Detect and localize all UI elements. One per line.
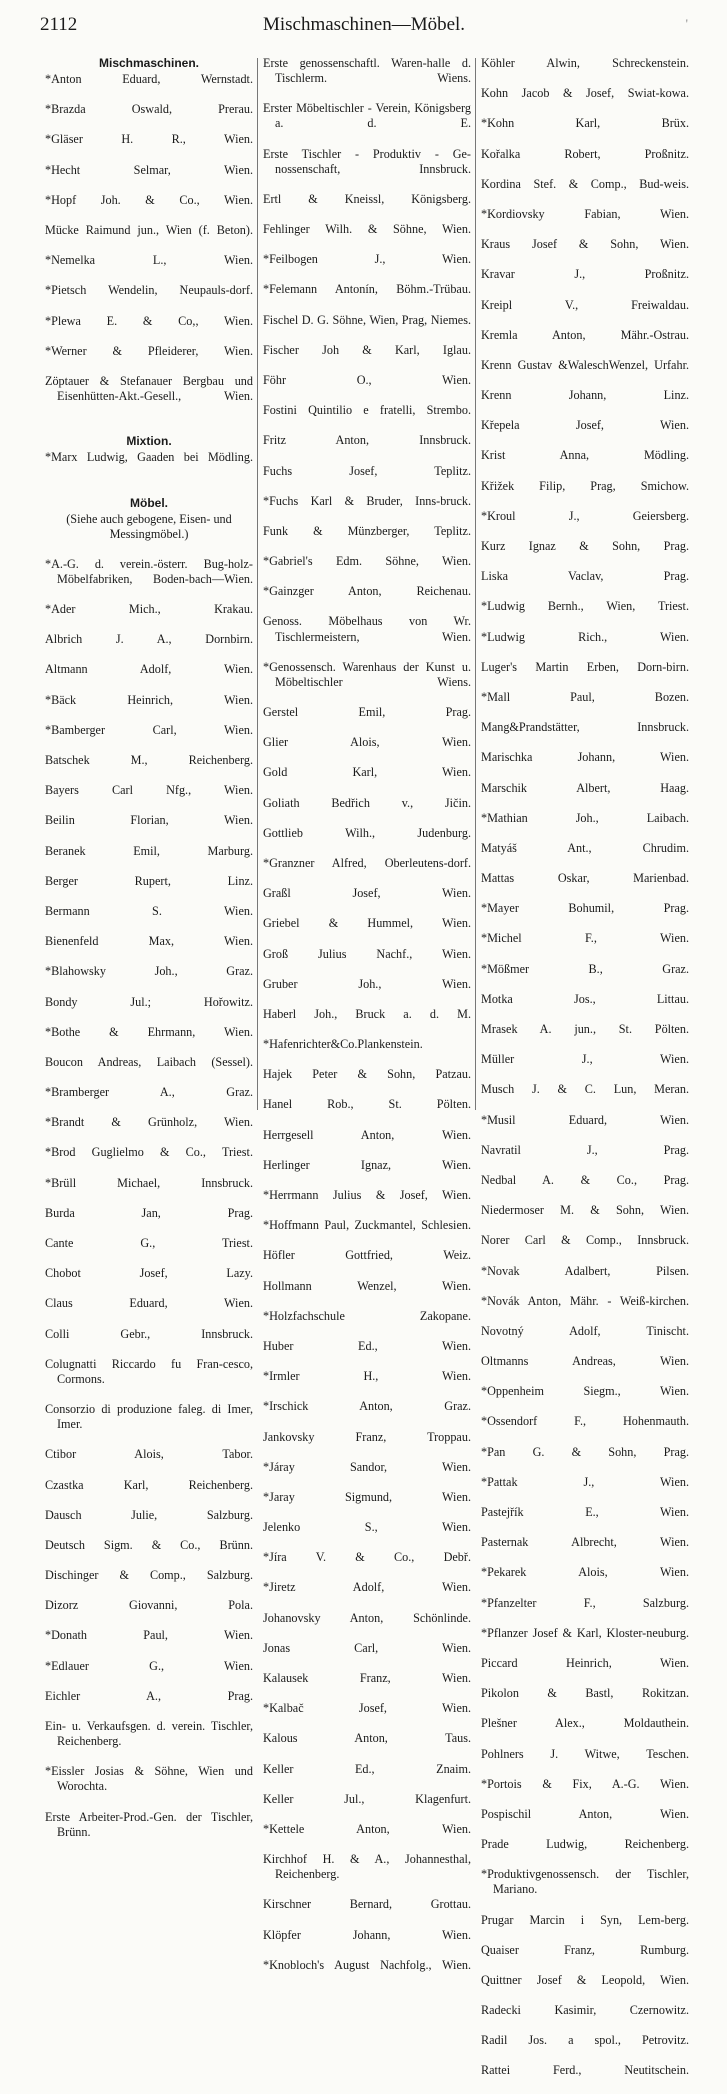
directory-entry: Fischer Joh & Karl, Iglau. bbox=[263, 342, 471, 357]
directory-entry: Griebel & Hummel, Wien. bbox=[263, 916, 471, 931]
directory-entry: Radil Jos. a spol., Petrovitz. bbox=[481, 2033, 689, 2048]
directory-entry: *Knobloch's August Nachfolg., Wien. bbox=[263, 1957, 471, 1972]
directory-entry: Gottlieb Wilh., Judenburg. bbox=[263, 825, 471, 840]
directory-entry: *Musil Eduard, Wien. bbox=[481, 1112, 689, 1127]
directory-entry: Jonas Carl, Wien. bbox=[263, 1640, 471, 1655]
directory-entry: Fritz Anton, Innsbruck. bbox=[263, 433, 471, 448]
directory-entry: Boucon Andreas, Laibach (Sessel). bbox=[45, 1054, 253, 1069]
directory-entry: Novotný Adolf, Tinischt. bbox=[481, 1323, 689, 1338]
directory-entry: Cante G., Triest. bbox=[45, 1236, 253, 1251]
directory-entry: *Genossensch. Warenhaus der Kunst u. Möbeltischler Wiens. bbox=[263, 659, 471, 689]
directory-entry: Navratil J., Prag. bbox=[481, 1142, 689, 1157]
directory-entry: *Werner & Pfleiderer, Wien. bbox=[45, 343, 253, 358]
directory-entry: Huber Ed., Wien. bbox=[263, 1338, 471, 1353]
directory-entry: Luger's Martin Erben, Dorn-birn. bbox=[481, 659, 689, 674]
directory-entry: Föhr O., Wien. bbox=[263, 372, 471, 387]
directory-entry: Kirchhof H. & A., Johannesthal, Reichenberg. bbox=[263, 1852, 471, 1882]
directory-entry: *Kettele Anton, Wien. bbox=[263, 1821, 471, 1836]
directory-entry: *Edlauer G., Wien. bbox=[45, 1658, 253, 1673]
section-heading: Mixtion. bbox=[126, 434, 172, 449]
directory-entry: Plešner Alex., Moldauthein. bbox=[481, 1716, 689, 1731]
directory-entry: Herlinger Ignaz, Wien. bbox=[263, 1157, 471, 1172]
directory-entry: *Pan G. & Sohn, Prag. bbox=[481, 1444, 689, 1459]
directory-entry: Quaiser Franz, Rumburg. bbox=[481, 1942, 689, 1957]
directory-entry: Consorzio di produzione faleg. di Imer, Imer. bbox=[45, 1402, 253, 1432]
directory-entry: *Gläser H. R., Wien. bbox=[45, 132, 253, 147]
directory-entry: *Ludwig Rich., Wien. bbox=[481, 629, 689, 644]
directory-entry: Batschek M., Reichenberg. bbox=[45, 753, 253, 768]
directory-entry: Marischka Johann, Wien. bbox=[481, 750, 689, 765]
directory-entry: *Felemann Antonín, Böhm.-Trübau. bbox=[263, 282, 471, 297]
directory-entry: *Pietsch Wendelin, Neupauls-dorf. bbox=[45, 283, 253, 298]
directory-entry: Mang&Prandstätter, Innsbruck. bbox=[481, 720, 689, 735]
directory-entry: *Bramberger A., Graz. bbox=[45, 1085, 253, 1100]
directory-entry: Müller J., Wien. bbox=[481, 1052, 689, 1067]
directory-entry: Klöpfer Johann, Wien. bbox=[263, 1927, 471, 1942]
directory-entry: *Mayer Bohumil, Prag. bbox=[481, 901, 689, 916]
directory-entry: *Brazda Oswald, Prerau. bbox=[45, 102, 253, 117]
directory-entry: Köhler Alwin, Schreckenstein. bbox=[481, 56, 689, 70]
directory-entry: Herrgesell Anton, Wien. bbox=[263, 1127, 471, 1142]
directory-entry: Claus Eduard, Wien. bbox=[45, 1296, 253, 1311]
directory-entry: Eichler A., Prag. bbox=[45, 1688, 253, 1703]
directory-entry: Krenn Johann, Linz. bbox=[481, 388, 689, 403]
directory-entry: *Portois & Fix, A.-G. Wien. bbox=[481, 1776, 689, 1791]
directory-entry: Albrich J. A., Dornbirn. bbox=[45, 632, 253, 647]
directory-entry: *Oppenheim Siegm., Wien. bbox=[481, 1384, 689, 1399]
directory-entry: Ein- u. Verkaufsgen. d. verein. Tischler, Reichenberg. bbox=[45, 1719, 253, 1749]
directory-entry: Matyáš Ant., Chrudim. bbox=[481, 840, 689, 855]
directory-entry: Jelenko S., Wien. bbox=[263, 1520, 471, 1535]
directory-entry: Keller Ed., Znaim. bbox=[263, 1761, 471, 1776]
directory-entry: *Plewa E. & Co,, Wien. bbox=[45, 313, 253, 328]
directory-entry: Erste genossenschaftl. Waren-halle d. Tischlerm. Wiens. bbox=[263, 56, 471, 86]
directory-entry: Bondy Jul.; Hořowitz. bbox=[45, 994, 253, 1009]
section-gap bbox=[45, 481, 253, 496]
directory-entry: Gold Karl, Wien. bbox=[263, 765, 471, 780]
directory-entry: *Bothe & Ehrmann, Wien. bbox=[45, 1024, 253, 1039]
directory-entry: *Kalbač Josef, Wien. bbox=[263, 1701, 471, 1716]
section-gap bbox=[45, 419, 253, 434]
column-3 bbox=[481, 56, 689, 2094]
directory-entry: Genoss. Möbelhaus von Wr. Tischlermeistern, Wien. bbox=[263, 614, 471, 644]
directory-entry: Johanovsky Anton, Schönlinde. bbox=[263, 1610, 471, 1625]
directory-entry: Altmann Adolf, Wien. bbox=[45, 662, 253, 677]
directory-entry: Pasternak Albrecht, Wien. bbox=[481, 1535, 689, 1550]
directory-entry: *Ossendorf F., Hohenmauth. bbox=[481, 1414, 689, 1429]
directory-entry: Dausch Julie, Salzburg. bbox=[45, 1507, 253, 1522]
directory-entry: Gruber Joh., Wien. bbox=[263, 976, 471, 991]
directory-entry: Kraus Josef & Sohn, Wien. bbox=[481, 237, 689, 252]
directory-entry: Dischinger & Comp., Salzburg. bbox=[45, 1568, 253, 1583]
directory-entry: *Nemelka L., Wien. bbox=[45, 253, 253, 268]
directory-entry: Glier Alois, Wien. bbox=[263, 735, 471, 750]
directory-entry: Hanel Rob., St. Pölten. bbox=[263, 1097, 471, 1112]
directory-entry: Ertl & Kneissl, Königsberg. bbox=[263, 191, 471, 206]
directory-entry: *Marx Ludwig, Gaaden bei Mödling. bbox=[45, 450, 253, 465]
directory-entry: *Jiretz Adolf, Wien. bbox=[263, 1580, 471, 1595]
directory-entry: *Mößmer B., Graz. bbox=[481, 961, 689, 976]
directory-entry: *Mathian Joh., Laibach. bbox=[481, 810, 689, 825]
page-title: Mischmaschinen—Möbel. bbox=[262, 14, 466, 35]
directory-entry: Goliath Bedřich v., Jičin. bbox=[263, 795, 471, 810]
directory-entry: *Novak Adalbert, Pilsen. bbox=[481, 1263, 689, 1278]
directory-entry: Kohn Jacob & Josef, Swiat-kowa. bbox=[481, 86, 689, 101]
directory-entry: *Eissler Josias & Söhne, Wien und Worochta. bbox=[45, 1764, 253, 1794]
directory-entry: *Jaray Sigmund, Wien. bbox=[263, 1489, 471, 1504]
directory-entry: Erster Möbeltischler - Verein, Königsberg a. d. E. bbox=[263, 101, 471, 131]
directory-entry: *Blahowsky Joh., Graz. bbox=[45, 964, 253, 979]
directory-entry: Colugnatti Riccardo fu Fran-cesco, Cormons. bbox=[45, 1356, 253, 1386]
directory-entry: Berger Rupert, Linz. bbox=[45, 873, 253, 888]
directory-entry: Haberl Joh., Bruck a. d. M. bbox=[263, 1006, 471, 1021]
directory-entry: Kalous Anton, Taus. bbox=[263, 1731, 471, 1746]
directory-entry: *Brandt & Grünholz, Wien. bbox=[45, 1115, 253, 1130]
page-number: 2112 bbox=[40, 14, 78, 35]
column-2 bbox=[263, 56, 471, 1988]
directory-entry: *Anton Eduard, Wernstadt. bbox=[45, 72, 253, 87]
directory-entry: Bienenfeld Max, Wien. bbox=[45, 934, 253, 949]
directory-entry: Kořalka Robert, Proßnitz. bbox=[481, 146, 689, 161]
directory-entry: *Kordiovsky Fabian, Wien. bbox=[481, 206, 689, 221]
directory-entry: Czastka Karl, Reichenberg. bbox=[45, 1477, 253, 1492]
directory-entry: Erste Arbeiter-Prod.-Gen. der Tischler, Brünn. bbox=[45, 1809, 253, 1839]
directory-entry: *Hopf Joh. & Co., Wien. bbox=[45, 192, 253, 207]
directory-entry: *Ader Mich., Krakau. bbox=[45, 602, 253, 617]
directory-entry: *Herrmann Julius & Josef, Wien. bbox=[263, 1188, 471, 1203]
directory-entry: Zöptauer & Stefanauer Bergbau und Eisenhütten-Akt.-Gesell., Wien. bbox=[45, 373, 253, 404]
directory-entry: Pikolon & Bastl, Rokitzan. bbox=[481, 1686, 689, 1701]
directory-entry: *Irmler H., Wien. bbox=[263, 1369, 471, 1384]
directory-entry: *Donath Paul, Wien. bbox=[45, 1628, 253, 1643]
directory-entry: Beranek Emil, Marburg. bbox=[45, 843, 253, 858]
directory-entry: Quittner Josef & Leopold, Wien. bbox=[481, 1972, 689, 1987]
directory-entry: *Kroul J., Geiersberg. bbox=[481, 508, 689, 523]
directory-entry: *A.-G. d. verein.-österr. Bug-holz-Möbelfabriken, Boden-bach—Wien. bbox=[45, 556, 253, 586]
directory-entry: Krist Anna, Mödling. bbox=[481, 448, 689, 463]
directory-entry: *Brüll Michael, Innsbruck. bbox=[45, 1175, 253, 1190]
directory-entry: Jankovsky Franz, Troppau. bbox=[263, 1429, 471, 1444]
section-heading: Mischmaschinen. bbox=[98, 56, 200, 70]
directory-entry: Nedbal A. & Co., Prag. bbox=[481, 1172, 689, 1187]
directory-entry: *Kohn Karl, Brüx. bbox=[481, 116, 689, 131]
directory-entry: *Brod Guglielmo & Co., Triest. bbox=[45, 1145, 253, 1160]
directory-entry: Kordina Stef. & Comp., Bud-weis. bbox=[481, 176, 689, 191]
directory-entry: *Holzfachschule Zakopane. bbox=[263, 1308, 471, 1323]
directory-entry: *Gainzger Anton, Reichenau. bbox=[263, 584, 471, 599]
directory-entry: Marschik Albert, Haag. bbox=[481, 780, 689, 795]
directory-entry: *Járay Sandor, Wien. bbox=[263, 1459, 471, 1474]
directory-entry: Radecki Kasimir, Czernowitz. bbox=[481, 2003, 689, 2018]
directory-entry: *Granzner Alfred, Oberleutens-dorf. bbox=[263, 855, 471, 870]
directory-entry: *Produktivgenossensch. der Tischler, Mariano. bbox=[481, 1867, 689, 1897]
directory-entry: *Hafenrichter&Co.Plankenstein. bbox=[263, 1037, 423, 1052]
directory-entry: Fischel D. G. Söhne, Wien, Prag, Niemes. bbox=[263, 312, 471, 327]
directory-entry: Musch J. & C. Lun, Meran. bbox=[481, 1082, 689, 1097]
directory-entry: Gerstel Emil, Prag. bbox=[263, 705, 471, 720]
directory-entry: Pastejřík E., Wien. bbox=[481, 1505, 689, 1519]
directory-entry: *Pflanzer Josef & Karl, Kloster-neuburg. bbox=[481, 1625, 689, 1640]
directory-entry: Kirschner Bernard, Grottau. bbox=[263, 1897, 471, 1912]
directory-entry: Kravar J., Proßnitz. bbox=[481, 267, 689, 282]
directory-entry: Prugar Marcin i Syn, Lem-berg. bbox=[481, 1912, 689, 1927]
directory-entry: Liska Vaclav, Prag. bbox=[481, 569, 689, 584]
directory-entry: Kremla Anton, Mähr.-Ostrau. bbox=[481, 327, 689, 342]
directory-entry: Niedermoser M. & Sohn, Wien. bbox=[481, 1203, 689, 1218]
directory-entry: Deutsch Sigm. & Co., Brünn. bbox=[45, 1537, 253, 1552]
directory-entry: Höfler Gottfried, Weiz. bbox=[263, 1248, 471, 1263]
directory-entry: Norer Carl & Comp., Innsbruck. bbox=[481, 1233, 689, 1248]
directory-entry: *Gabriel's Edm. Söhne, Wien. bbox=[263, 554, 471, 569]
directory-entry: *Hecht Selmar, Wien. bbox=[45, 162, 253, 177]
directory-entry: *Fuchs Karl & Bruder, Inns-bruck. bbox=[263, 493, 471, 508]
directory-entry: *Feilbogen J., Wien. bbox=[263, 252, 471, 267]
directory-entry: Colli Gebr., Innsbruck. bbox=[45, 1326, 253, 1341]
directory-entry: Erste Tischler - Produktiv - Ge-nossenschaft, Innsbruck. bbox=[263, 146, 471, 176]
directory-entry: Burda Jan, Prag. bbox=[45, 1205, 253, 1220]
directory-entry: Graßl Josef, Wien. bbox=[263, 886, 471, 901]
directory-entry: Ctibor Alois, Tabor. bbox=[45, 1447, 253, 1462]
directory-entry: *Michel F., Wien. bbox=[481, 931, 689, 946]
column-1 bbox=[45, 56, 253, 1855]
directory-entry: *Pattak J., Wien. bbox=[481, 1474, 689, 1489]
directory-entry: Keller Jul., Klagenfurt. bbox=[263, 1791, 471, 1806]
column-divider bbox=[475, 58, 476, 1110]
directory-entry: *Irschick Anton, Graz. bbox=[263, 1399, 471, 1414]
directory-entry: *Mall Paul, Bozen. bbox=[481, 689, 689, 704]
directory-entry: Bermann S. Wien. bbox=[45, 903, 253, 918]
page-header bbox=[40, 14, 688, 42]
section-heading: Möbel. bbox=[130, 495, 168, 510]
directory-entry: *Pekarek Alois, Wien. bbox=[481, 1565, 689, 1580]
directory-entry: *Jíra V. & Co., Debř. bbox=[263, 1550, 471, 1565]
directory-entry: Kreipl V., Freiwaldau. bbox=[481, 297, 689, 312]
section-gap bbox=[45, 542, 253, 557]
directory-entry: Krenn Gustav &WaleschWenzel, Urfahr. bbox=[481, 357, 689, 372]
directory-entry: Rattei Ferd., Neutitschein. bbox=[481, 2063, 689, 2078]
directory-entry: Kurz Ignaz & Sohn, Prag. bbox=[481, 539, 689, 553]
directory-entry: *Bäck Heinrich, Wien. bbox=[45, 692, 253, 707]
directory-entry: Motka Jos., Littau. bbox=[481, 991, 689, 1006]
directory-entry: Dizorz Giovanni, Pola. bbox=[45, 1598, 253, 1613]
directory-entry: Beilin Florian, Wien. bbox=[45, 813, 253, 828]
section-note: (Siehe auch gebogene, Eisen- und Messingmöbel.) bbox=[66, 511, 232, 541]
directory-entry: Křižek Filip, Prag, Smichow. bbox=[481, 478, 689, 493]
directory-entry: *Novák Anton, Mähr. - Weiß-kirchen. bbox=[481, 1293, 689, 1308]
directory-entry: Mattas Oskar, Marienbad. bbox=[481, 871, 689, 886]
directory-entry: Fostini Quintilio e fratelli, Strembo. bbox=[263, 403, 471, 418]
directory-entry: Prade Ludwig, Reichenberg. bbox=[481, 1837, 689, 1852]
directory-entry: Bayers Carl Nfg., Wien. bbox=[45, 783, 253, 798]
directory-entry: *Bamberger Carl, Wien. bbox=[45, 722, 253, 737]
directory-entry: Fehlinger Wilh. & Söhne, Wien. bbox=[263, 222, 471, 237]
column-divider bbox=[257, 58, 258, 1110]
directory-entry: Pospischil Anton, Wien. bbox=[481, 1806, 689, 1821]
directory-entry: Pohlners J. Witwe, Teschen. bbox=[481, 1746, 689, 1761]
directory-entry: Fuchs Josef, Teplitz. bbox=[263, 463, 471, 478]
margin-mark: ' bbox=[685, 16, 688, 31]
directory-entry: Funk & Münzberger, Teplitz. bbox=[263, 523, 471, 538]
directory-entry: *Pfanzelter F., Salzburg. bbox=[481, 1595, 689, 1610]
directory-entry: *Ludwig Bernh., Wien, Triest. bbox=[481, 599, 689, 614]
directory-entry: Mrasek A. jun., St. Pölten. bbox=[481, 1022, 689, 1036]
directory-entry: Hollmann Wenzel, Wien. bbox=[263, 1278, 471, 1293]
directory-entry: Piccard Heinrich, Wien. bbox=[481, 1655, 689, 1670]
directory-entry: Mücke Raimund jun., Wien (f. Beton). bbox=[45, 223, 253, 238]
directory-entry: Chobot Josef, Lazy. bbox=[45, 1266, 253, 1281]
directory-entry: *Hoffmann Paul, Zuckmantel, Schlesien. bbox=[263, 1218, 471, 1233]
directory-entry: Kalausek Franz, Wien. bbox=[263, 1671, 471, 1686]
directory-entry: Křepela Josef, Wien. bbox=[481, 418, 689, 433]
directory-entry: Oltmanns Andreas, Wien. bbox=[481, 1354, 689, 1369]
directory-entry: Hajek Peter & Sohn, Patzau. bbox=[263, 1067, 471, 1082]
directory-entry: Groß Julius Nachf., Wien. bbox=[263, 946, 471, 961]
